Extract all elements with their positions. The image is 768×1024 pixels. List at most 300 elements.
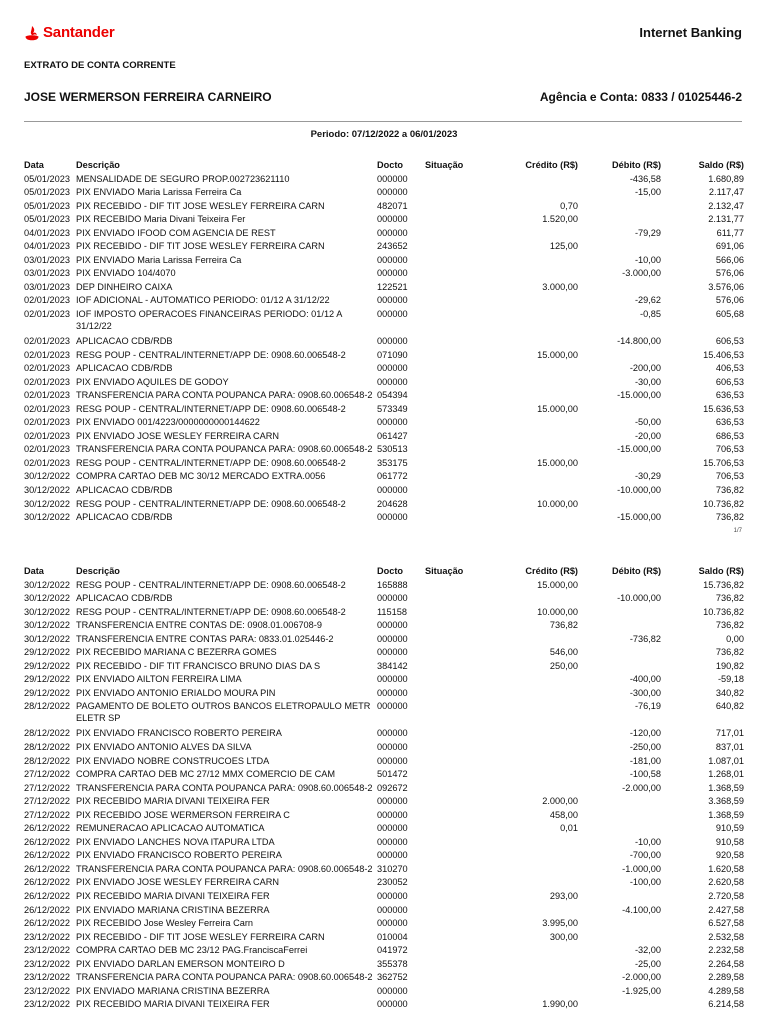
cell-situacao <box>425 281 485 295</box>
cell-situacao <box>425 809 485 823</box>
cell-description: PIX ENVIADO JOSE WESLEY FERREIRA CARN <box>76 430 280 441</box>
cell-credit <box>485 673 578 687</box>
cell-docto: 000000 <box>377 214 408 225</box>
column-header-saldo: Saldo (R$) <box>698 566 744 576</box>
cell-date: 28/12/2022 <box>24 742 70 753</box>
cell-date: 02/01/2023 <box>24 349 70 360</box>
cell-credit <box>485 254 578 268</box>
cell-docto: 010004 <box>377 931 408 942</box>
santander-flame-icon <box>24 25 40 41</box>
cell-debit <box>578 795 661 809</box>
cell-debit: -2.000,00 <box>622 782 661 793</box>
cell-docto: 000000 <box>377 742 408 753</box>
cell-docto: 000000 <box>377 187 408 198</box>
portal-title: Internet Banking <box>639 25 742 40</box>
cell-description: PIX RECEBIDO - DIF TIT JOSE WESLEY FERREIRA CARN <box>76 241 325 252</box>
cell-date: 26/12/2022 <box>24 877 70 888</box>
cell-date: 05/01/2023 <box>24 187 70 198</box>
cell-description: PIX RECEBIDO MARIA DIVANI TEIXEIRA FER <box>76 796 270 807</box>
table-row <box>24 727 744 741</box>
cell-docto: 353175 <box>377 457 408 468</box>
cell-situacao <box>425 606 485 620</box>
cell-description: PIX ENVIADO Maria Larissa Ferreira Ca <box>76 254 242 265</box>
cell-description: IOF IMPOSTO OPERACOES FINANCEIRAS PERIODO: 01/12 A 31/12/22 <box>76 309 342 332</box>
cell-description: APLICACAO CDB/RDB <box>76 512 173 523</box>
cell-docto: 000000 <box>377 512 408 523</box>
cell-description: PIX RECEBIDO MARIA DIVANI TEIXEIRA FER <box>76 891 270 902</box>
cell-date: 28/12/2022 <box>24 701 70 712</box>
cell-situacao <box>425 173 485 187</box>
cell-docto: 041972 <box>377 945 408 956</box>
cell-balance: 15.736,82 <box>703 579 744 590</box>
cell-balance: 1.368,59 <box>708 782 744 793</box>
cell-balance: 2.720,58 <box>708 891 744 902</box>
column-header-credito: Crédito (R$) <box>525 160 578 170</box>
table-row <box>24 200 744 214</box>
cell-date: 26/12/2022 <box>24 850 70 861</box>
cell-balance: 636,53 <box>715 390 744 401</box>
cell-docto: 362752 <box>377 972 408 983</box>
table-row <box>24 633 744 647</box>
cell-docto: 000000 <box>377 796 408 807</box>
cell-credit <box>485 267 578 281</box>
cell-docto: 000000 <box>377 850 408 861</box>
table-row <box>24 484 744 498</box>
cell-debit: -1.000,00 <box>622 863 661 874</box>
cell-balance: 1.087,01 <box>708 755 744 766</box>
cell-description: RESG POUP - CENTRAL/INTERNET/APP DE: 0908.60.006548-2 <box>76 403 346 414</box>
cell-docto: 000000 <box>377 633 408 644</box>
cell-docto: 482071 <box>377 200 408 211</box>
cell-description: PIX ENVIADO MARIANA CRISTINA BEZERRA <box>76 904 270 915</box>
cell-balance: 2.131,77 <box>708 214 744 225</box>
cell-situacao <box>425 254 485 268</box>
cell-docto: 204628 <box>377 498 408 509</box>
table-row <box>24 646 744 660</box>
cell-credit <box>485 741 578 755</box>
cell-description: TRANSFERENCIA PARA CONTA POUPANCA PARA: 0908.60.006548-2 <box>76 972 373 983</box>
cell-docto: 000000 <box>377 728 408 739</box>
cell-credit <box>485 308 578 335</box>
cell-debit: -15,00 <box>634 187 661 198</box>
cell-credit <box>485 416 578 430</box>
cell-date: 05/01/2023 <box>24 214 70 225</box>
cell-situacao <box>425 403 485 417</box>
table-row <box>24 173 744 187</box>
cell-description: RESG POUP - CENTRAL/INTERNET/APP DE: 0908.60.006548-2 <box>76 498 346 509</box>
column-header-situacao: Situação <box>425 160 464 170</box>
cell-date: 23/12/2022 <box>24 958 70 969</box>
cell-credit: 458,00 <box>549 809 578 820</box>
table-row <box>24 498 744 512</box>
cell-docto: 000000 <box>377 823 408 834</box>
cell-balance: 706,53 <box>715 471 744 482</box>
cell-debit: -30,00 <box>634 376 661 387</box>
cell-docto: 000000 <box>377 295 408 306</box>
cell-situacao <box>425 863 485 877</box>
table-row <box>24 782 744 796</box>
cell-date: 27/12/2022 <box>24 769 70 780</box>
table-row <box>24 687 744 701</box>
table-row <box>24 213 744 227</box>
column-header-credito: Crédito (R$) <box>525 566 578 576</box>
cell-balance: 706,53 <box>715 444 744 455</box>
cell-balance: 15.636,53 <box>703 403 744 414</box>
table-row <box>24 389 744 403</box>
cell-description: PIX ENVIADO Maria Larissa Ferreira Ca <box>76 187 242 198</box>
cell-date: 02/01/2023 <box>24 390 70 401</box>
cell-date: 04/01/2023 <box>24 227 70 238</box>
cell-credit <box>485 904 578 918</box>
cell-situacao <box>425 213 485 227</box>
cell-docto: 243652 <box>377 241 408 252</box>
cell-description: PIX RECEBIDO - DIF TIT JOSE WESLEY FERREIRA CARN <box>76 200 325 211</box>
cell-docto: 000000 <box>377 417 408 428</box>
cell-situacao <box>425 511 485 525</box>
cell-docto: 000000 <box>377 755 408 766</box>
cell-credit <box>485 186 578 200</box>
table-row <box>24 985 744 999</box>
transaction-list <box>24 173 744 525</box>
cell-debit: -700,00 <box>629 850 661 861</box>
cell-docto: 384142 <box>377 660 408 671</box>
cell-description: REMUNERACAO APLICACAO AUTOMATICA <box>76 823 265 834</box>
cell-situacao <box>425 646 485 660</box>
cell-credit <box>485 633 578 647</box>
cell-situacao <box>425 186 485 200</box>
cell-date: 30/12/2022 <box>24 485 70 496</box>
cell-date: 29/12/2022 <box>24 687 70 698</box>
cell-balance: 2.427,58 <box>708 904 744 915</box>
cell-balance: 15.706,53 <box>703 457 744 468</box>
cell-situacao <box>425 673 485 687</box>
cell-balance: -59,18 <box>717 674 744 685</box>
cell-description: PIX ENVIADO FRANCISCO ROBERTO PEREIRA <box>76 728 282 739</box>
cell-situacao <box>425 768 485 782</box>
cell-docto: 000000 <box>377 985 408 996</box>
cell-credit <box>485 173 578 187</box>
cell-description: APLICACAO CDB/RDB <box>76 485 173 496</box>
cell-credit <box>485 700 578 727</box>
cell-debit: -15.000,00 <box>617 390 661 401</box>
cell-debit <box>578 281 661 295</box>
table-row <box>24 457 744 471</box>
table-row <box>24 863 744 877</box>
cell-situacao <box>425 498 485 512</box>
cell-balance: 910,59 <box>715 823 744 834</box>
cell-balance: 2.117,47 <box>708 187 744 198</box>
cell-description: TRANSFERENCIA ENTRE CONTAS DE: 0908.01.006708-9 <box>76 620 322 631</box>
table-row <box>24 376 744 390</box>
cell-balance: 736,82 <box>715 512 744 523</box>
cell-debit: -436,58 <box>629 173 661 184</box>
cell-balance: 190,82 <box>715 660 744 671</box>
cell-situacao <box>425 741 485 755</box>
cell-balance: 2.264,58 <box>708 958 744 969</box>
cell-situacao <box>425 200 485 214</box>
cell-situacao <box>425 958 485 972</box>
cell-description: RESG POUP - CENTRAL/INTERNET/APP DE: 0908.60.006548-2 <box>76 579 346 590</box>
cell-date: 30/12/2022 <box>24 620 70 631</box>
cell-date: 23/12/2022 <box>24 985 70 996</box>
cell-description: PIX RECEBIDO JOSE WERMERSON FERREIRA C <box>76 809 290 820</box>
cell-situacao <box>425 755 485 769</box>
cell-situacao <box>425 416 485 430</box>
cell-docto: 000000 <box>377 268 408 279</box>
cell-docto: 000000 <box>377 674 408 685</box>
cell-date: 02/01/2023 <box>24 430 70 441</box>
cell-debit <box>578 917 661 931</box>
cell-balance: 576,06 <box>715 268 744 279</box>
cell-debit <box>578 200 661 214</box>
cell-credit: 15.000,00 <box>537 349 578 360</box>
cell-debit: -400,00 <box>629 674 661 685</box>
cell-date: 26/12/2022 <box>24 904 70 915</box>
table-row <box>24 917 744 931</box>
cell-credit <box>485 971 578 985</box>
cell-balance: 2.232,58 <box>708 945 744 956</box>
cell-date: 30/12/2022 <box>24 633 70 644</box>
cell-debit: -10,00 <box>634 254 661 265</box>
cell-description: PIX RECEBIDO MARIANA C BEZERRA GOMES <box>76 647 277 658</box>
cell-docto: 000000 <box>377 701 408 712</box>
cell-balance: 717,01 <box>715 728 744 739</box>
cell-debit <box>578 403 661 417</box>
cell-situacao <box>425 430 485 444</box>
table-row <box>24 741 744 755</box>
cell-debit: -79,29 <box>634 227 661 238</box>
cell-date: 30/12/2022 <box>24 471 70 482</box>
page-header <box>24 18 742 50</box>
column-header-data: Data <box>24 566 44 576</box>
cell-balance: 0,00 <box>726 633 744 644</box>
cell-balance: 15.406,53 <box>703 349 744 360</box>
cell-credit <box>485 389 578 403</box>
cell-situacao <box>425 836 485 850</box>
cell-situacao <box>425 795 485 809</box>
column-header-debito: Débito (R$) <box>612 566 661 576</box>
table-row <box>24 511 744 525</box>
cell-date: 26/12/2022 <box>24 863 70 874</box>
cell-docto: 000000 <box>377 809 408 820</box>
table-row <box>24 308 744 335</box>
cell-date: 02/01/2023 <box>24 444 70 455</box>
table-row <box>24 619 744 633</box>
cell-docto: 355378 <box>377 958 408 969</box>
cell-balance: 10.736,82 <box>703 606 744 617</box>
cell-situacao <box>425 849 485 863</box>
cell-description: PIX ENVIADO 104/4070 <box>76 268 176 279</box>
cell-debit <box>578 890 661 904</box>
table-row <box>24 768 744 782</box>
table-row <box>24 890 744 904</box>
cell-date: 02/01/2023 <box>24 336 70 347</box>
cell-description: PIX ENVIADO AILTON FERREIRA LIMA <box>76 674 242 685</box>
cell-docto: 501472 <box>377 769 408 780</box>
cell-date: 23/12/2022 <box>24 945 70 956</box>
cell-situacao <box>425 998 485 1012</box>
cell-description: PIX ENVIADO DARLAN EMERSON MONTEIRO D <box>76 958 285 969</box>
cell-credit: 0,70 <box>560 200 578 211</box>
cell-docto: 573349 <box>377 403 408 414</box>
cell-balance: 1.620,58 <box>708 863 744 874</box>
cell-description: APLICACAO CDB/RDB <box>76 593 173 604</box>
cell-debit: -10,00 <box>634 836 661 847</box>
cell-date: 02/01/2023 <box>24 295 70 306</box>
cell-credit <box>485 958 578 972</box>
cell-date: 02/01/2023 <box>24 363 70 374</box>
cell-credit <box>485 362 578 376</box>
cell-description: PIX RECEBIDO - DIF TIT JOSE WESLEY FERREIRA CARN <box>76 931 325 942</box>
cell-debit: -32,00 <box>634 945 661 956</box>
cell-debit: -2.000,00 <box>622 972 661 983</box>
cell-debit: -736,82 <box>629 633 661 644</box>
cell-debit: -0,85 <box>640 309 661 320</box>
cell-balance: 2.532,58 <box>708 931 744 942</box>
cell-credit <box>485 470 578 484</box>
table-row <box>24 579 744 593</box>
cell-debit: -1.925,00 <box>622 985 661 996</box>
cell-balance: 6.214,58 <box>708 999 744 1010</box>
cell-balance: 10.736,82 <box>703 498 744 509</box>
cell-date: 28/12/2022 <box>24 755 70 766</box>
table-row <box>24 335 744 349</box>
cell-date: 03/01/2023 <box>24 254 70 265</box>
cell-situacao <box>425 457 485 471</box>
cell-situacao <box>425 727 485 741</box>
table-row <box>24 362 744 376</box>
cell-credit: 1.520,00 <box>542 214 578 225</box>
cell-debit <box>578 998 661 1012</box>
cell-credit: 1.990,00 <box>542 999 578 1010</box>
cell-debit: -10.000,00 <box>617 593 661 604</box>
cell-date: 29/12/2022 <box>24 647 70 658</box>
agency-account-number: Agência e Conta: 0833 / 01025446-2 <box>539 90 742 104</box>
cell-situacao <box>425 782 485 796</box>
cell-debit: -14.800,00 <box>617 336 661 347</box>
cell-description: PIX ENVIADO ANTONIO ALVES DA SILVA <box>76 742 252 753</box>
cell-credit <box>485 863 578 877</box>
cell-situacao <box>425 633 485 647</box>
cell-docto: 115158 <box>377 606 407 617</box>
cell-docto: 000000 <box>377 593 408 604</box>
statement-table-section-2 <box>24 565 744 1012</box>
cell-date: 03/01/2023 <box>24 268 70 279</box>
cell-description: PIX ENVIADO IFOOD COM AGENCIA DE REST <box>76 227 276 238</box>
table-row <box>24 416 744 430</box>
cell-balance: 406,53 <box>715 363 744 374</box>
cell-balance: 837,01 <box>715 742 744 753</box>
cell-date: 30/12/2022 <box>24 512 70 523</box>
cell-date: 03/01/2023 <box>24 281 70 292</box>
cell-date: 29/12/2022 <box>24 674 70 685</box>
cell-description: COMPRA CARTAO DEB MC 30/12 MERCADO EXTRA.0056 <box>76 471 326 482</box>
cell-balance: 606,53 <box>715 336 744 347</box>
cell-docto: 000000 <box>377 173 408 184</box>
cell-credit <box>485 592 578 606</box>
cell-situacao <box>425 484 485 498</box>
transaction-list <box>24 579 744 1012</box>
table-row <box>24 755 744 769</box>
cell-date: 27/12/2022 <box>24 782 70 793</box>
cell-credit <box>485 755 578 769</box>
table-row <box>24 958 744 972</box>
cell-credit: 3.000,00 <box>542 281 578 292</box>
cell-credit: 2.000,00 <box>542 796 578 807</box>
cell-description: MENSALIDADE DE SEGURO PROP.002723621110 <box>76 173 290 184</box>
cell-situacao <box>425 687 485 701</box>
cell-credit: 250,00 <box>549 660 578 671</box>
cell-debit <box>578 240 661 254</box>
cell-credit: 736,82 <box>549 620 578 631</box>
cell-date: 05/01/2023 <box>24 173 70 184</box>
cell-balance: 3.368,59 <box>708 796 744 807</box>
cell-docto: 054394 <box>377 390 408 401</box>
cell-docto: 061427 <box>377 430 408 441</box>
cell-description: PIX ENVIADO MARIANA CRISTINA BEZERRA <box>76 985 270 996</box>
cell-debit <box>578 457 661 471</box>
table-row <box>24 822 744 836</box>
cell-situacao <box>425 267 485 281</box>
table-row <box>24 606 744 620</box>
table-row <box>24 931 744 945</box>
cell-date: 23/12/2022 <box>24 972 70 983</box>
cell-credit <box>485 294 578 308</box>
cell-docto: 000000 <box>377 254 408 265</box>
cell-credit <box>485 876 578 890</box>
column-header-saldo: Saldo (R$) <box>698 160 744 170</box>
cell-credit <box>485 985 578 999</box>
cell-credit: 0,01 <box>560 823 578 834</box>
cell-description: TRANSFERENCIA PARA CONTA POUPANCA PARA: 0908.60.006548-2 <box>76 444 373 455</box>
cell-situacao <box>425 362 485 376</box>
cell-description: TRANSFERENCIA PARA CONTA POUPANCA PARA: 0908.60.006548-2 <box>76 390 373 401</box>
cell-situacao <box>425 240 485 254</box>
cell-situacao <box>425 660 485 674</box>
cell-situacao <box>425 308 485 335</box>
cell-docto: 000000 <box>377 363 408 374</box>
cell-situacao <box>425 376 485 390</box>
cell-debit: -181,00 <box>629 755 661 766</box>
cell-balance: 605,68 <box>715 309 744 320</box>
brand-name: Santander <box>43 24 115 41</box>
cell-balance: 611,77 <box>716 227 744 238</box>
cell-date: 26/12/2022 <box>24 836 70 847</box>
cell-credit: 3.995,00 <box>542 918 578 929</box>
table-row <box>24 998 744 1012</box>
cell-description: COMPRA CARTAO DEB MC 23/12 PAG.FranciscaFerrei <box>76 945 308 956</box>
cell-description: PIX ENVIADO ANTONIO ERIALDO MOURA PIN <box>76 687 276 698</box>
cell-balance: 566,06 <box>715 254 744 265</box>
column-header-debito: Débito (R$) <box>612 160 661 170</box>
cell-balance: 691,06 <box>715 241 744 252</box>
cell-debit: -25,00 <box>634 958 661 969</box>
cell-situacao <box>425 985 485 999</box>
cell-docto: 530513 <box>377 444 408 455</box>
cell-situacao <box>425 890 485 904</box>
cell-credit <box>485 727 578 741</box>
cell-balance: 576,06 <box>715 295 744 306</box>
cell-debit: -50,00 <box>634 417 661 428</box>
cell-date: 30/12/2022 <box>24 606 70 617</box>
cell-situacao <box>425 931 485 945</box>
cell-debit <box>578 606 661 620</box>
cell-credit <box>485 484 578 498</box>
cell-credit <box>485 511 578 525</box>
column-header-data: Data <box>24 160 44 170</box>
cell-credit <box>485 443 578 457</box>
cell-date: 04/01/2023 <box>24 241 70 252</box>
